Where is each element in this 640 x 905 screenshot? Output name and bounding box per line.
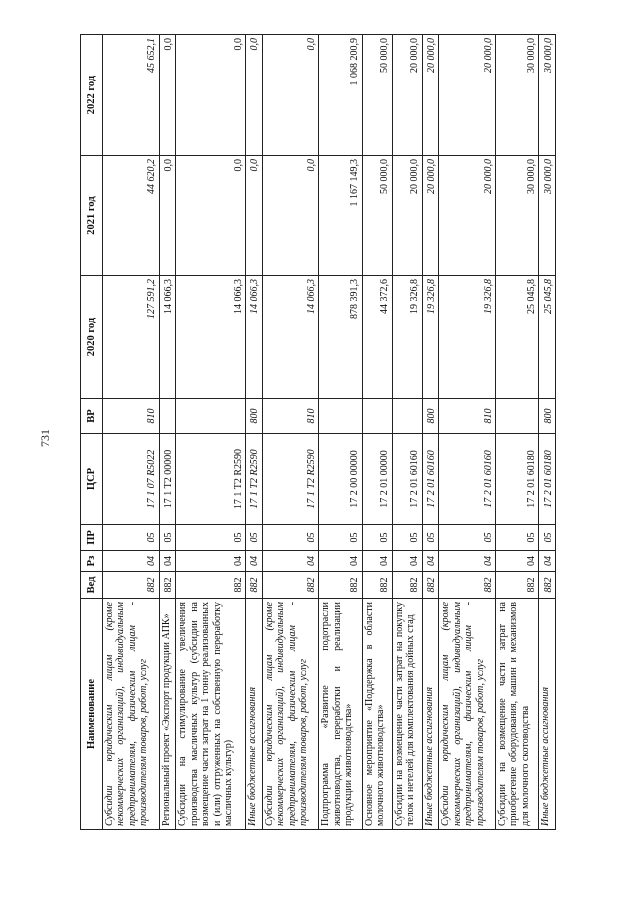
- cell-csr: 17 2 01 60160: [422, 434, 439, 525]
- cell-2021: 20 000,0: [422, 156, 439, 276]
- table-row: [392, 35, 422, 830]
- cell-csr: 17 1 T2 R2590: [176, 434, 246, 525]
- col-header-name: Наименование: [81, 599, 103, 830]
- cell-2021: 50 000,0: [362, 156, 392, 276]
- cell-vr: [176, 399, 246, 434]
- cell-csr: 17 2 00 00000: [319, 434, 362, 525]
- cell-name: Субсидии на стимулирование увеличения производства масличных культур (субсидии на возмещение части затрат на 1 тонну реализованных и (или) отгруженных на собственную переработку масличных культур): [176, 599, 246, 830]
- cell-ved: 882: [262, 572, 319, 599]
- cell-pr: 05: [422, 525, 439, 551]
- cell-rz: 04: [392, 551, 422, 572]
- page-number: 731: [38, 429, 52, 447]
- table-row: [539, 35, 556, 830]
- table-row: [246, 35, 263, 830]
- cell-vr: 800: [539, 399, 556, 434]
- cell-name: Иные бюджетные ассигнования: [539, 599, 556, 830]
- table-row: [422, 35, 439, 830]
- cell-rz: 04: [159, 551, 176, 572]
- cell-rz: 04: [422, 551, 439, 572]
- cell-2022: 30 000,0: [539, 35, 556, 156]
- cell-2020: 878 391,3: [319, 276, 362, 399]
- col-header-2021: 2021 год: [81, 156, 103, 276]
- cell-2020: 19 326,8: [439, 276, 496, 399]
- cell-rz: 04: [246, 551, 263, 572]
- cell-2022: 20 000,0: [392, 35, 422, 156]
- cell-name: Субсидии юридическим лицам (кроме некоммерческих организаций), индивидуальным предпринимателям, физическим лицам - производителям товаров, работ, услуг: [262, 599, 319, 830]
- cell-pr: 05: [159, 525, 176, 551]
- col-header-ved: Вед: [81, 572, 103, 599]
- cell-ved: 882: [422, 572, 439, 599]
- cell-vr: 810: [103, 399, 160, 434]
- cell-2020: 25 045,8: [539, 276, 556, 399]
- cell-name: Иные бюджетные ассигнования: [246, 599, 263, 830]
- cell-pr: 05: [539, 525, 556, 551]
- cell-ved: 882: [159, 572, 176, 599]
- cell-rz: 04: [539, 551, 556, 572]
- table-row: [439, 35, 496, 830]
- cell-ved: 882: [439, 572, 496, 599]
- cell-csr: 17 2 01 60180: [495, 434, 538, 525]
- cell-2022: 20 000,0: [422, 35, 439, 156]
- cell-vr: [159, 399, 176, 434]
- budget-table-container: [80, 35, 556, 830]
- cell-pr: 05: [176, 525, 246, 551]
- cell-2020: 19 326,8: [422, 276, 439, 399]
- cell-ved: 882: [103, 572, 160, 599]
- cell-2022: 20 000,0: [439, 35, 496, 156]
- cell-2022: 1 068 200,9: [319, 35, 362, 156]
- cell-csr: 17 2 01 60180: [539, 434, 556, 525]
- cell-2021: 0,0: [262, 156, 319, 276]
- col-header-2022: 2022 год: [81, 35, 103, 156]
- cell-ved: 882: [246, 572, 263, 599]
- col-header-pr: ПР: [81, 525, 103, 551]
- cell-pr: 05: [439, 525, 496, 551]
- cell-2020: 14 066,3: [176, 276, 246, 399]
- col-header-rz: Рз: [81, 551, 103, 572]
- table-row: [176, 35, 246, 830]
- col-header-vr: ВР: [81, 399, 103, 434]
- cell-csr: 17 2 01 60160: [439, 434, 496, 525]
- cell-ved: 882: [495, 572, 538, 599]
- cell-vr: [495, 399, 538, 434]
- cell-vr: 810: [439, 399, 496, 434]
- cell-2022: 0,0: [246, 35, 263, 156]
- cell-csr: 17 2 01 60160: [392, 434, 422, 525]
- cell-2022: 0,0: [176, 35, 246, 156]
- cell-2021: 0,0: [159, 156, 176, 276]
- cell-vr: 800: [422, 399, 439, 434]
- cell-2022: 0,0: [262, 35, 319, 156]
- cell-csr: 17 1 T2 R2590: [262, 434, 319, 525]
- cell-ved: 882: [392, 572, 422, 599]
- cell-pr: 05: [103, 525, 160, 551]
- cell-2020: 25 045,8: [495, 276, 538, 399]
- cell-ved: 882: [362, 572, 392, 599]
- cell-2021: 20 000,0: [392, 156, 422, 276]
- cell-csr: 17 1 T2 00000: [159, 434, 176, 525]
- cell-2021: 44 620,2: [103, 156, 160, 276]
- cell-2020: 127 591,2: [103, 276, 160, 399]
- col-header-2020: 2020 год: [81, 276, 103, 399]
- cell-vr: 800: [246, 399, 263, 434]
- cell-2021: 20 000,0: [439, 156, 496, 276]
- table-body: [103, 35, 556, 830]
- cell-rz: 04: [495, 551, 538, 572]
- cell-2020: 14 066,3: [246, 276, 263, 399]
- cell-name: Субсидии юридическим лицам (кроме некоммерческих организаций), индивидуальным предпринимателям, физическим лицам - производителям товаров, работ, услуг: [103, 599, 160, 830]
- cell-pr: 05: [246, 525, 263, 551]
- cell-rz: 04: [439, 551, 496, 572]
- cell-2021: 0,0: [176, 156, 246, 276]
- cell-vr: [319, 399, 362, 434]
- cell-name: Субсидии на возмещение части затрат на покупку телок и нетелей для комплектования дойных стад: [392, 599, 422, 830]
- cell-csr: 17 1 T2 R2590: [246, 434, 263, 525]
- cell-rz: 04: [103, 551, 160, 572]
- cell-2022: 50 000,0: [362, 35, 392, 156]
- cell-2020: 19 326,8: [392, 276, 422, 399]
- cell-name: Основное мероприятие «Поддержка в области молочного животноводства»: [362, 599, 392, 830]
- cell-2022: 30 000,0: [495, 35, 538, 156]
- budget-table: [80, 34, 556, 830]
- cell-ved: 882: [176, 572, 246, 599]
- cell-rz: 04: [176, 551, 246, 572]
- cell-name: Иные бюджетные ассигнования: [422, 599, 439, 830]
- table-row: [362, 35, 392, 830]
- cell-vr: [362, 399, 392, 434]
- cell-rz: 04: [262, 551, 319, 572]
- cell-ved: 882: [539, 572, 556, 599]
- table-row: [103, 35, 160, 830]
- cell-pr: 05: [392, 525, 422, 551]
- cell-2021: 30 000,0: [495, 156, 538, 276]
- table-row: [159, 35, 176, 830]
- table-row: [262, 35, 319, 830]
- cell-2020: 44 372,6: [362, 276, 392, 399]
- cell-2021: 0,0: [246, 156, 263, 276]
- cell-name: Региональный проект «Экспорт продукции АПК»: [159, 599, 176, 830]
- cell-vr: [392, 399, 422, 434]
- table-header-row: [81, 35, 103, 830]
- col-header-csr: ЦСР: [81, 434, 103, 525]
- cell-pr: 05: [495, 525, 538, 551]
- table-row: [319, 35, 362, 830]
- cell-name: Субсидии на возмещение части затрат на приобретение оборудования, машин и механизмов для молочного скотоводства: [495, 599, 538, 830]
- cell-2021: 1 167 149,3: [319, 156, 362, 276]
- cell-csr: 17 2 01 00000: [362, 434, 392, 525]
- table-row: [495, 35, 538, 830]
- cell-name: Субсидии юридическим лицам (кроме некоммерческих организаций), индивидуальным предпринимателям, физическим лицам - производителям товаров, работ, услуг: [439, 599, 496, 830]
- cell-2022: 45 652,1: [103, 35, 160, 156]
- cell-2021: 30 000,0: [539, 156, 556, 276]
- cell-rz: 04: [319, 551, 362, 572]
- cell-2020: 14 066,3: [159, 276, 176, 399]
- cell-vr: 810: [262, 399, 319, 434]
- cell-2020: 14 066,3: [262, 276, 319, 399]
- cell-name: Подпрограмма «Развитие подотрасли животноводства, переработки и реализации продукции животноводства»: [319, 599, 362, 830]
- cell-rz: 04: [362, 551, 392, 572]
- cell-pr: 05: [262, 525, 319, 551]
- cell-pr: 05: [319, 525, 362, 551]
- cell-ved: 882: [319, 572, 362, 599]
- cell-csr: 17 1 07 R5022: [103, 434, 160, 525]
- cell-pr: 05: [362, 525, 392, 551]
- cell-2022: 0,0: [159, 35, 176, 156]
